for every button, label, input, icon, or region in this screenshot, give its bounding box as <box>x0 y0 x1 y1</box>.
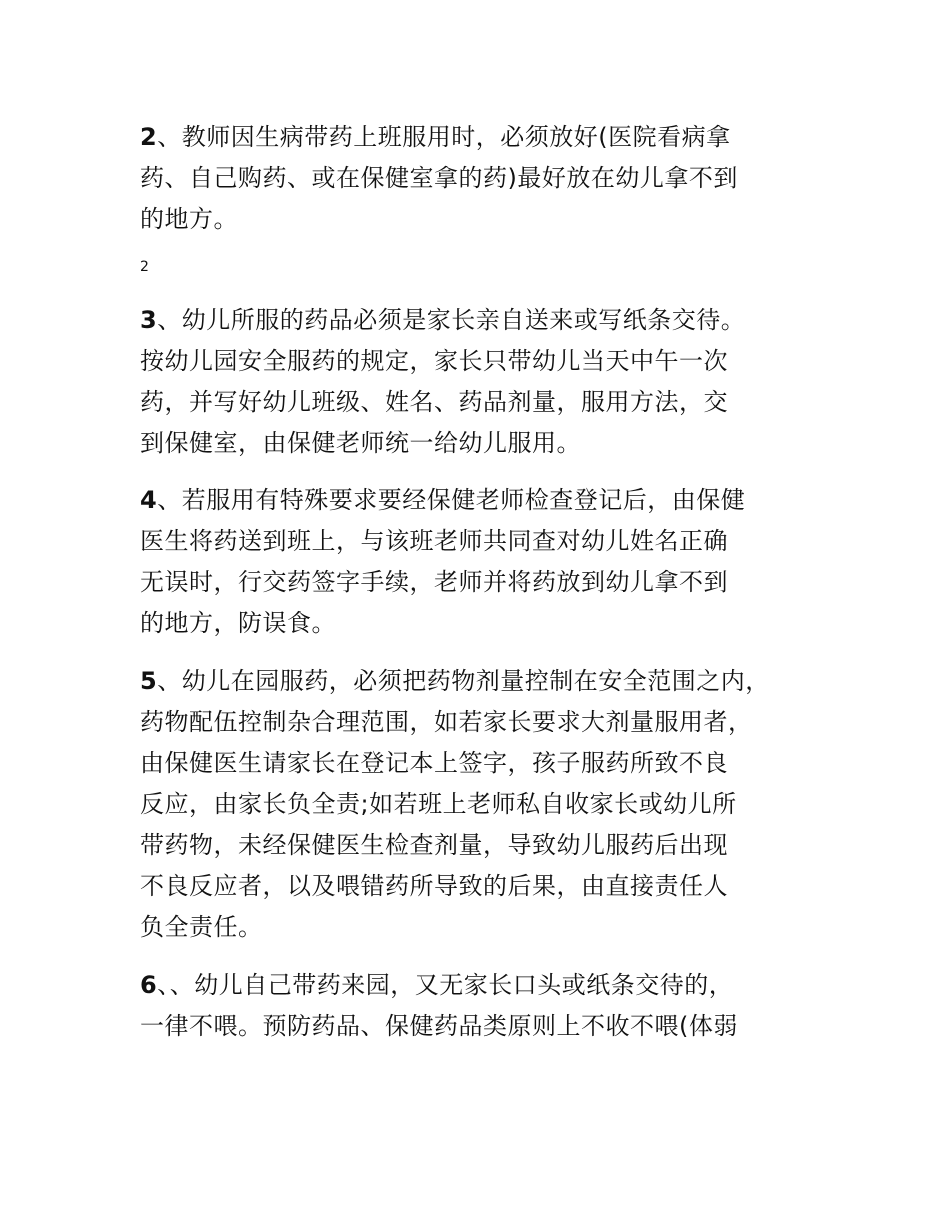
item-number: 5 <box>140 667 158 695</box>
paragraph-line: 5、幼儿在园服药，必须把药物剂量控制在安全范围之内， <box>140 667 770 695</box>
paragraph-line: 带药物，未经保健医生检查剂量，导致幼儿服药后出现 <box>140 831 728 859</box>
paragraph-line: 按幼儿园安全服药的规定，家长只带幼儿当天中午一次 <box>140 347 728 375</box>
item-number: 3 <box>140 306 158 334</box>
paragraph-line: 负全责任。 <box>140 913 263 941</box>
paragraph-line: 药物配伍控制杂合理范围，如若家长要求大剂量服用者， <box>140 708 753 736</box>
paragraph-line: 不良反应者，以及喂错药所导致的后果，由直接责任人 <box>140 872 728 900</box>
paragraph-3 <box>140 300 840 464</box>
paragraph-line: 到保健室，由保健老师统一给幼儿服用。 <box>140 429 581 457</box>
paragraph-line: 反应，由家长负全责;如若班上老师私自收家长或幼儿所 <box>140 790 737 818</box>
paragraph-line: 药，并写好幼儿班级、姓名、药品剂量，服用方法，交 <box>140 388 728 416</box>
item-number: 2 <box>140 123 158 151</box>
paragraph-line: 无误时，行交药签字手续，老师并将药放到幼儿拿不到 <box>140 568 728 596</box>
paragraph-line: 4、若服用有特殊要求要经保健老师检查登记后，由保健 <box>140 486 746 514</box>
paragraph-line: 药、自己购药、或在保健室拿的药)最好放在幼儿拿不到 <box>140 164 738 192</box>
page-number: 2 <box>140 259 149 275</box>
item-number: 4 <box>140 486 158 514</box>
paragraph-6 <box>140 965 840 1047</box>
paragraph-line: 的地方，防误食。 <box>140 609 336 637</box>
item-number: 6 <box>140 971 158 999</box>
paragraph-line: 3、幼儿所服的药品必须是家长亲自送来或写纸条交待。 <box>140 306 746 334</box>
paragraph-line: 的地方。 <box>140 205 238 233</box>
paragraph-line: 6、、幼儿自己带药来园，又无家长口头或纸条交待的， <box>140 971 734 999</box>
paragraph-line: 由保健医生请家长在登记本上签字，孩子服药所致不良 <box>140 749 728 777</box>
paragraph-2 <box>140 117 840 240</box>
paragraph-4 <box>140 480 840 644</box>
paragraph-5 <box>140 661 840 948</box>
paragraph-line: 一律不喂。预防药品、保健药品类原则上不收不喂(体弱 <box>140 1012 738 1040</box>
paragraph-line: 医生将药送到班上，与该班老师共同查对幼儿姓名正确 <box>140 527 728 555</box>
paragraph-line: 2、教师因生病带药上班服用时，必须放好(医院看病拿 <box>140 123 731 151</box>
